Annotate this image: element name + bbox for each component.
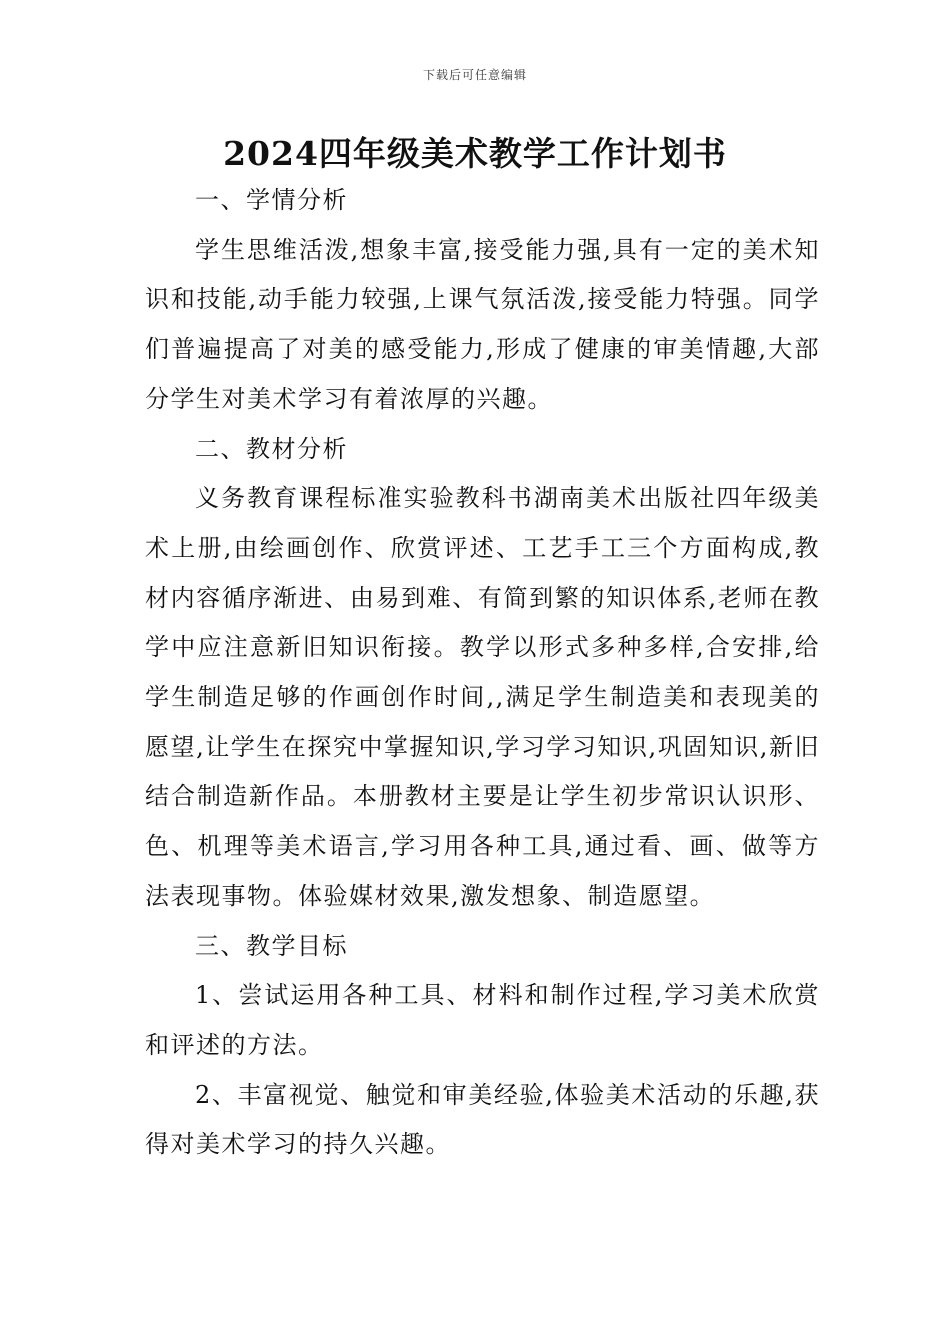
paragraph-textbook-analysis: 义务教育课程标准实验教科书湖南美术出版社四年级美术上册,由绘画创作、欣赏评述、工艺手工三个方面构成,教材内容循序渐进、由易到难、有简到繁的知识体系,老师在教学中应注意新旧知识衔接。教学以形式多种多样,合安排,给学生制造足够的作画创作时间,,满足学生制造美和表现美的愿望,让学生在探究中掌握知识,学习学习知识,巩固知识,新旧结合制造新作品。本册教材主要是让学生初步常识认识形、色、机理等美术语言,学习用各种工具,通过看、画、做等方法表现事物。体验媒材效果,激发想象、制造愿望。 bbox=[145, 484, 820, 910]
paragraph-student-analysis: 学生思维活泼,想象丰富,接受能力强,具有一定的美术知识和技能,动手能力较强,上课气氛活泼,接受能力特强。同学们普遍提高了对美的感受能力,形成了健康的审美情趣,大部分学生对美术学习有着浓厚的兴趣。 bbox=[145, 235, 820, 413]
document-body bbox=[145, 176, 820, 1170]
goal-item-1: 1、尝试运用各种工具、材料和制作过程,学习美术欣赏和评述的方法。 bbox=[145, 981, 820, 1059]
document-title: 2024四年级美术教学工作计划书 bbox=[223, 134, 727, 173]
section-heading-student-analysis: 一、学情分析 bbox=[195, 186, 348, 214]
header-note: 下载后可任意编辑 bbox=[422, 68, 527, 82]
section-heading-textbook-analysis: 二、教材分析 bbox=[195, 434, 348, 463]
goal-item-2: 2、丰富视觉、触觉和审美经验,体验美术活动的乐趣,获得对美术学习的持久兴趣。 bbox=[145, 1080, 820, 1159]
section-heading-teaching-goals: 三、教学目标 bbox=[195, 931, 348, 960]
